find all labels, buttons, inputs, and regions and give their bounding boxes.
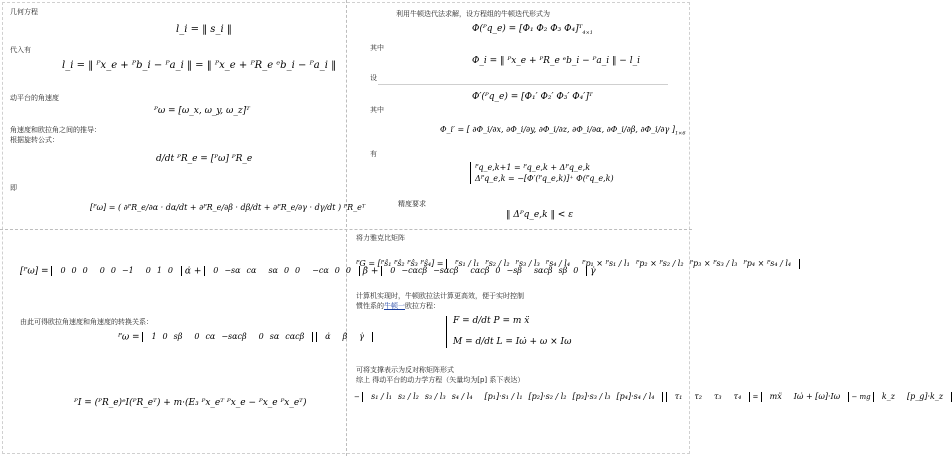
matrix-row bbox=[319, 332, 336, 342]
matrix-cell: ᴾp₂ × ᴾs₂ / l₂ bbox=[635, 259, 684, 268]
label-where-1: 其中 bbox=[370, 44, 384, 52]
matrix-cell: 0 bbox=[213, 266, 219, 275]
matrix-row bbox=[94, 266, 140, 276]
matrix-cell: 0 bbox=[162, 332, 168, 341]
label-transform: 由此可得欧拉角速度和角速度的转换关系： bbox=[20, 318, 153, 326]
label-have: 有 bbox=[370, 150, 377, 158]
label-summary: 综上 得动平台的动力学方程（矢量均为[p] 系下表达） bbox=[356, 376, 525, 384]
matrix-cell: 0 bbox=[145, 266, 151, 275]
label-rodrigues: 根据旋转公式： bbox=[10, 136, 59, 144]
matrix-cell: s₃ / l₃ bbox=[424, 392, 446, 401]
label-angular-velocity: 动平台的角速度 bbox=[10, 94, 59, 102]
matrix-cell: −sαcβ bbox=[221, 332, 247, 341]
matrix-cell: s₁ / l₁ bbox=[371, 392, 392, 401]
matrix-cell: 0 bbox=[345, 266, 351, 275]
equation-omega-transform: ᴾω = 1 0 sβ 0 cα −sαcβ 0 sα cαcβ α̇ β̇ γ̇ bbox=[118, 332, 373, 344]
matrix-row bbox=[728, 392, 748, 402]
equation-iteration-2: Δᴾq_e,k = −[Φ′(ᴾq_e,k)]⁺ Φ(ᴾq_e,k) bbox=[475, 174, 614, 183]
matrix-cell: ᴾp₄ × ᴾs₄ / l₄ bbox=[743, 259, 792, 268]
matrix-row bbox=[188, 332, 252, 342]
matrix-row bbox=[669, 392, 689, 402]
equation-precision: ‖ Δᴾq_e,k ‖ < ε bbox=[506, 210, 574, 220]
matrix-cell: −sβ bbox=[506, 266, 522, 275]
label-write-as: 可将支撑表示为反对称矩阵形式 bbox=[356, 366, 454, 374]
matrix-cell: 0 bbox=[82, 266, 88, 275]
matrix-cell: [p₁]·s₁ / l₁ bbox=[484, 392, 523, 401]
matrix-force-jacobian bbox=[446, 259, 800, 269]
vector-dynamics-mid bbox=[761, 392, 850, 402]
matrix-cell: 0 bbox=[194, 332, 200, 341]
equation-force-jacobian: ᴾG = [ᴾŝ₁ ᴾŝ₂ ᴾŝ₃ ᴾŝ₄] = ᴾs₁ / l₁ ᴾs₂ / l₂ ᴾs₃ / l₃ ᴾs₄ / l₄ ᴾp₁ × ᴾs₁ / l₁ ᴾp₂ × ᴾs₂ / l₂ ᴾp₃ × ᴾs₃ / l₃ ᴾp₄ × ᴾs₄ / l₄ bbox=[356, 258, 800, 269]
label-calc-1: 计算机实现时，牛顿欧拉法计算更高效，便于实时控制 bbox=[356, 292, 524, 300]
matrix-cell: cα bbox=[205, 332, 216, 341]
matrix-row bbox=[876, 392, 901, 402]
matrix-cell: 0 bbox=[99, 266, 105, 275]
vector-dynamics-right bbox=[873, 392, 952, 402]
matrix-cell: k_z bbox=[881, 392, 895, 401]
matrix-row bbox=[901, 392, 949, 402]
matrix-cell: 0 bbox=[283, 266, 290, 275]
matrix-cell: sα bbox=[268, 266, 278, 275]
matrix-cell: 0 bbox=[167, 266, 173, 275]
matrix-dynamics-left bbox=[362, 392, 663, 402]
equation-phi-prime: Φ′(ᴾq_e) = [Φ₁′ Φ₂′ Φ₃′ Φ₄′]ᵀ bbox=[472, 92, 593, 102]
matrix-t bbox=[142, 332, 313, 342]
matrix-a bbox=[51, 266, 182, 276]
matrix-cell: β̇ bbox=[342, 332, 348, 341]
quadrant-divider-vertical bbox=[346, 0, 347, 456]
matrix-cell: 0 bbox=[110, 266, 116, 275]
equation-iteration bbox=[470, 162, 614, 184]
equation-newton-euler bbox=[446, 316, 571, 348]
matrix-row bbox=[145, 332, 188, 342]
label-let: 设 bbox=[370, 74, 377, 82]
equation-skew-matrix: [ᴾω] = 0 0 0 0 0 −1 0 1 0 α̇ + 0 −sα cα sα 0 0 −cα 0 0 β̇ + 0 −cαcβ −sαcβ cαcβ 0 −sβ sαcβ sβ 0 γ̇ bbox=[20, 266, 596, 277]
matrix-cell: 0 bbox=[573, 266, 579, 275]
matrix-cell: γ̇ bbox=[359, 332, 364, 341]
matrix-row bbox=[140, 266, 179, 276]
equation-inertia: ᴾI = (ᴾR_e)ᵉI(ᴾR_eᵀ) + m·(E₃ ᴾx_eᵀ ᴾx_e − ᴾx_e ᴾx_eᵀ) bbox=[74, 398, 307, 408]
equation-rotation-derivative: d/dt ᴾR_e = [ᴾω] ᴾR_e bbox=[156, 154, 253, 164]
matrix-cell: τ₁ bbox=[674, 392, 683, 401]
matrix-cell: α̇ bbox=[325, 332, 331, 341]
matrix-cell: ᴾs₂ / l₂ bbox=[485, 259, 510, 268]
heading-geometry: 几何方程 bbox=[10, 8, 38, 16]
matrix-cell: −cα bbox=[312, 266, 329, 275]
matrix-cell: τ₃ bbox=[714, 392, 722, 401]
matrix-cell: −sαcβ bbox=[433, 266, 459, 275]
label-where-2: 其中 bbox=[370, 106, 384, 114]
label-calc-2: 惯性系的牛顿一欧拉方程： bbox=[356, 302, 440, 310]
matrix-b bbox=[204, 266, 360, 276]
equation-length: l_i = ‖ s_i ‖ bbox=[176, 24, 232, 35]
matrix-cell: 0 bbox=[334, 266, 340, 275]
quadrant-top-left bbox=[6, 4, 366, 226]
matrix-row bbox=[54, 266, 93, 276]
matrix-cell: sα bbox=[269, 332, 280, 341]
matrix-cell: [p₃]·s₃ / l₃ bbox=[572, 392, 611, 401]
matrix-row bbox=[207, 266, 262, 276]
quadrant-divider-horizontal bbox=[0, 229, 692, 230]
matrix-cell: sβ bbox=[173, 332, 183, 341]
quadrant-bottom-right bbox=[350, 232, 944, 452]
matrix-row bbox=[576, 259, 797, 269]
label-namely: 即 bbox=[10, 184, 17, 192]
matrix-cell: sαcβ bbox=[533, 266, 553, 275]
separator-rule bbox=[378, 84, 668, 85]
matrix-cell: 0 bbox=[295, 266, 301, 275]
equation-dynamics: − s₁ / l₁ s₂ / l₂ s₃ / l₃ s₄ / l₄ [p₁]·s₁ / l₁ [p₂]·s₂ / l₂ [p₃]·s₃ / l₃ [p₄]·s₄ / l₄ τ₁ τ₂ τ₃ τ₄ = mẍ Iω̇ + [ω]·Iω − mg k_z [p_g]·k_z bbox=[354, 392, 952, 403]
matrix-row bbox=[688, 392, 708, 402]
matrix-row bbox=[764, 392, 788, 402]
equation-phi: Φ(ᴾq_e) = [Φ₁ Φ₂ Φ₃ Φ₄]ᵀ$_{4\times 1}$ bbox=[472, 24, 593, 36]
matrix-cell: cα bbox=[246, 266, 257, 275]
equation-omega: ᴾω = [ω_x, ω_y, ω_z]ᵀ bbox=[154, 106, 250, 116]
matrix-cell: 0 bbox=[71, 266, 77, 275]
matrix-cell: cαcβ bbox=[285, 332, 305, 341]
matrix-cell: −1 bbox=[121, 266, 134, 275]
matrix-cell: 0 bbox=[60, 266, 66, 275]
matrix-cell: −sα bbox=[224, 266, 241, 275]
matrix-cell: τ₂ bbox=[694, 392, 702, 401]
matrix-row bbox=[365, 392, 478, 402]
matrix-cell: ᴾp₁ × ᴾs₁ / l₁ bbox=[582, 259, 630, 268]
matrix-row bbox=[479, 392, 661, 402]
matrix-cell: mẍ bbox=[769, 392, 782, 401]
matrix-cell: [p_g]·k_z bbox=[906, 392, 944, 401]
matrix-cell: [p₄]·s₄ / l₄ bbox=[616, 392, 655, 401]
matrix-cell: 0 bbox=[390, 266, 396, 275]
matrix-cell: s₄ / l₄ bbox=[451, 392, 473, 401]
matrix-cell: 1 bbox=[156, 266, 162, 275]
equation-phi-i-prime: Φ_i′ = [ ∂Φ_i/∂x, ∂Φ_i/∂y, ∂Φ_i/∂z, ∂Φ_i/∂α, ∂Φ_i/∂β, ∂Φ_i/∂γ ]$_{1\times 6}$ bbox=[440, 125, 686, 137]
link-newton-euler[interactable]: 牛顿一 bbox=[384, 302, 405, 310]
quadrant-top-right bbox=[350, 4, 686, 226]
matrix-cell: 0 bbox=[258, 332, 264, 341]
matrix-cell: ᴾp₃ × ᴾs₃ / l₃ bbox=[689, 259, 738, 268]
matrix-cell: 0 bbox=[495, 266, 501, 275]
equation-length-expanded: l_i = ‖ ᴾx_e + ᴾb_i − ᴾa_i ‖ = ‖ ᴾx_e + ᴾR_e ᵉb_i − ᴾa_i ‖ bbox=[62, 60, 337, 71]
equation-skew: [ᴾω] = ( ∂ᴾR_e/∂α · dα/dt + ∂ᴾR_e/∂β · dβ/dt + ∂ᴾR_e/∂γ · dγ/dt ) ᴾR_eᵀ bbox=[90, 203, 366, 212]
label-derivative-relation: 角速度和欧拉角之间的推导： bbox=[10, 126, 101, 134]
matrix-cell: cαcβ bbox=[470, 266, 490, 275]
matrix-cell: τ₄ bbox=[733, 392, 742, 401]
matrix-row bbox=[788, 392, 846, 402]
matrix-row bbox=[253, 332, 311, 342]
matrix-cell: sβ bbox=[558, 266, 568, 275]
label-newton: 利用牛顿迭代法求解，设方程组的牛顿迭代形式为 bbox=[396, 10, 550, 18]
matrix-cell: [p₂]·s₂ / l₂ bbox=[528, 392, 567, 401]
equation-phi-i: Φ_i = ‖ ᴾx_e + ᴾR_e ᵉb_i − ᴾa_i ‖ − l_i bbox=[472, 56, 640, 66]
matrix-cell: Iω̇ + [ω]·Iω bbox=[793, 392, 841, 401]
label-substitute: 代入有 bbox=[10, 46, 31, 54]
matrix-row bbox=[708, 392, 728, 402]
matrix-cell: ᴾs₃ / l₃ bbox=[515, 259, 540, 268]
matrix-cell: s₂ / l₂ bbox=[397, 392, 419, 401]
matrix-row bbox=[449, 259, 576, 269]
equation-euler: M = d/dt L = Iω̇ + ω × Iω bbox=[453, 337, 572, 347]
equation-newton: F = d/dt P = m ẍ bbox=[453, 316, 530, 326]
matrix-row bbox=[262, 266, 306, 276]
label-force-jacobian: 将力雅克比矩阵 bbox=[356, 234, 405, 242]
equation-iteration-1: ᴾq_e,k+1 = ᴾq_e,k + Δᴾq_e,k bbox=[475, 163, 591, 172]
matrix-cell: −cαcβ bbox=[401, 266, 428, 275]
matrix-cell: ᴾs₄ / l₄ bbox=[545, 259, 571, 268]
label-precision: 精度要求 bbox=[398, 200, 426, 208]
matrix-cell: ᴾs₁ / l₁ bbox=[455, 259, 480, 268]
matrix-cell: 1 bbox=[151, 332, 157, 341]
vector-tau bbox=[666, 392, 751, 402]
